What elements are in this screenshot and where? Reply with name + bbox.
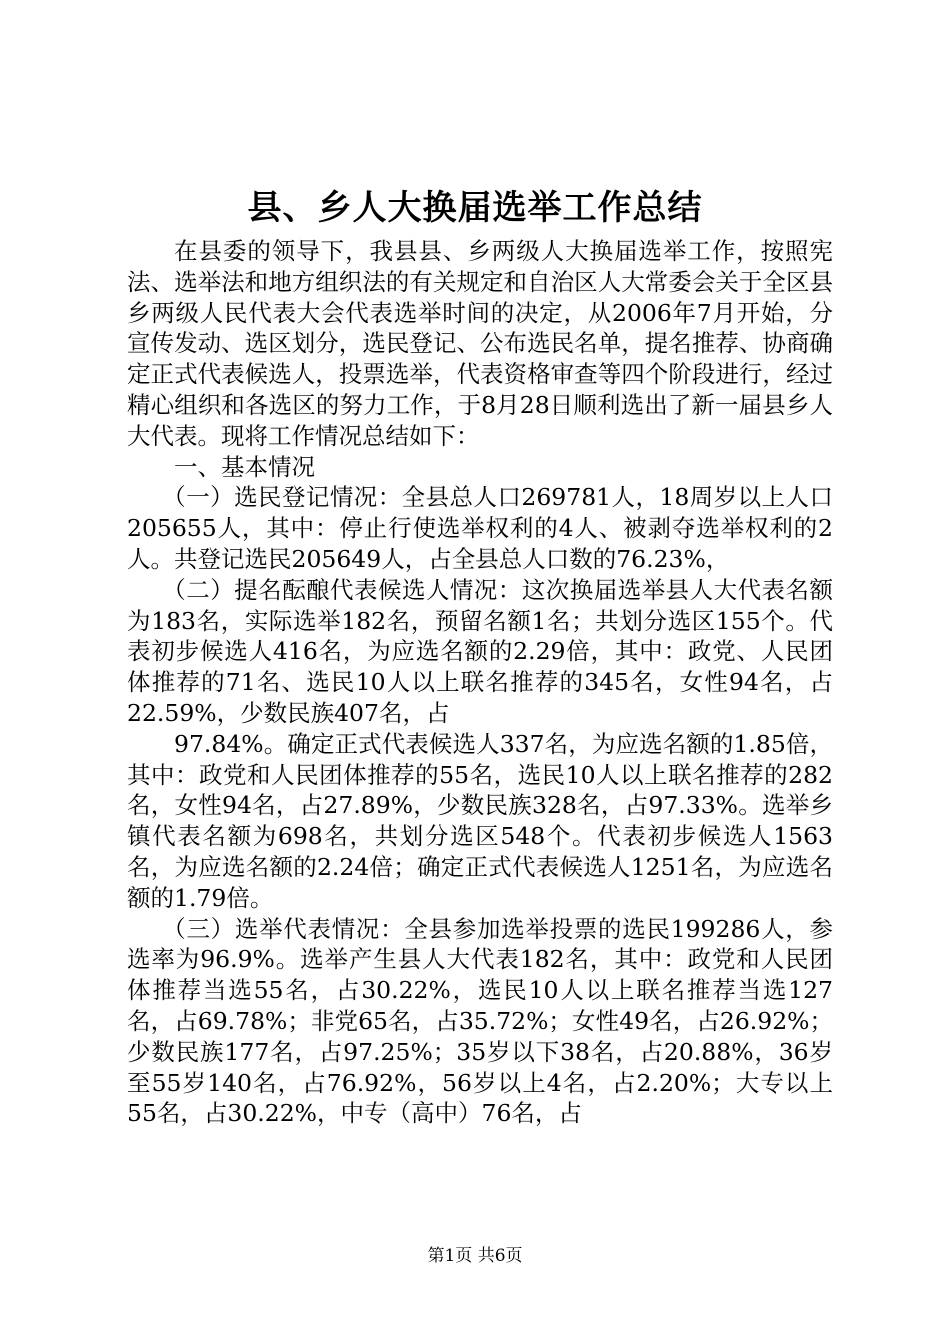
section-heading-basic: 一、基本情况 (174, 452, 315, 481)
page-footer: 第1页 共6页 (427, 1246, 523, 1266)
paragraph-election-results: （三）选举代表情况：全县参加选举投票的选民199286人，参选率为96.9%。选举产生县人大代表182名，其中：政党和人民团体推荐当选55名，占30.22%，选民10人以上联名推荐当选127名，占69.78%；非党65名，占35.72%；女性49名，占26.92%；少数民族177名，占97.25%；35岁以下38名，占20.88%，36岁至55岁140名，占76.92%，56岁以上4名，占2.20%；大专以上55名，占30.22%，中专（高中）76名，占 (127, 914, 833, 1128)
document-body (127, 236, 833, 1129)
paragraph-candidate-confirmation: 97.84%。确定正式代表候选人337名，为应选名额的1.85倍，其中：政党和人民团体推荐的55名，选民10人以上联名推荐的282名，女性94名，占27.89%，少数民族328名，占97.33%。选举乡镇代表名额为698名，共划分选区548个。代表初步候选人1563名，为应选名额的2.24倍；确定正式代表候选人1251名，为应选名额的1.79倍。 (127, 729, 833, 912)
paragraph-candidate-nomination: （二）提名酝酿代表候选人情况：这次换届选举县人大代表名额为183名，实际选举182名，预留名额1名；共划分选区155个。代表初步候选人416名，为应选名额的2.29倍，其中：政党、人民团体推荐的71名、选民10人以上联名推荐的345名，女性94名，占22.59%，少数民族407名，占 (127, 575, 833, 727)
paragraph-voter-registration: （一）选民登记情况：全县总人口269781人，18周岁以上人口205655人，其中：停止行使选举权利的4人、被剥夺选举权利的2人。共登记选民205649人，占全县总人口数的76.23%， (127, 483, 833, 573)
document-title: 县、乡人大换届选举工作总结 (247, 188, 703, 228)
intro-paragraph: 在县委的领导下，我县县、乡两级人大换届选举工作，按照宪法、选举法和地方组织法的有关规定和自治区人大常委会关于全区县乡两级人民代表大会代表选举时间的决定，从2006年7月开始，分宣传发动、选区划分，选民登记、公布选民名单，提名推荐、协商确定正式代表候选人，投票选举，代表资格审查等四个阶段进行，经过精心组织和各选区的努力工作，于8月28日顺利选出了新一届县乡人大代表。现将工作情况总结如下： (127, 237, 833, 450)
